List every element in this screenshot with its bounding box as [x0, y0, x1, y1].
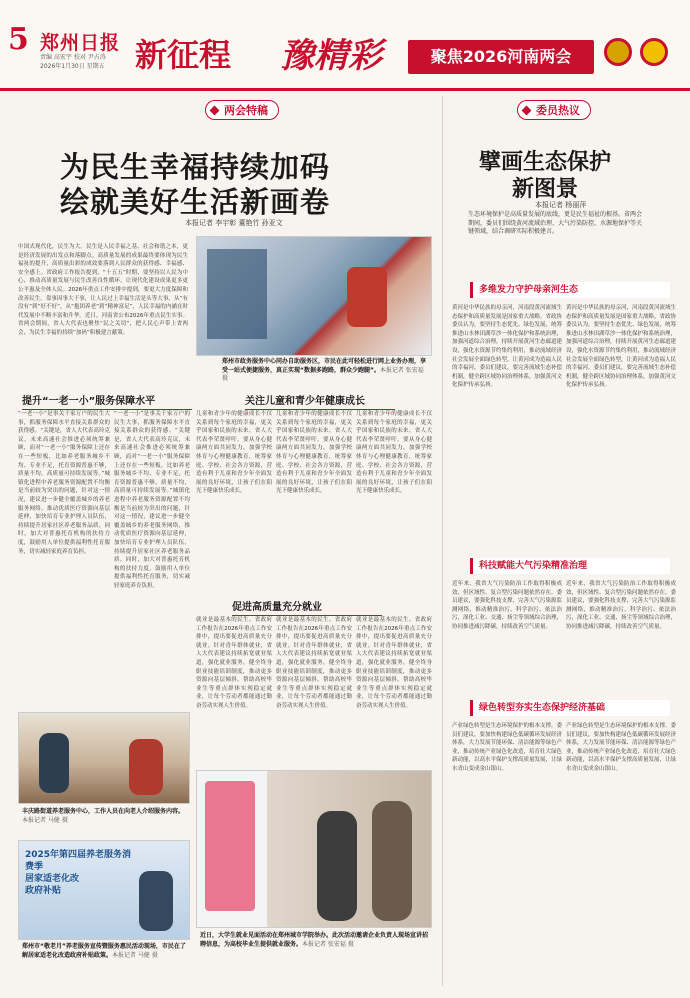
page-number: 5	[8, 22, 29, 57]
photo1-caption-text: 郑州市政务服务中心同办自助服务区，市民在此可轻松进行网上业务办理，享受一站式便捷服务，真正实现“数据多跑路，群众少跑腿”。	[222, 358, 427, 374]
photo4-caption	[200, 932, 430, 949]
aging-retrofit-photo	[18, 840, 190, 940]
section3-text-a: 就业是最基本的民生。省政府工作报告在2026年重点工作安排中，提出要促进高质量充分就业。针对青年群体就业，省人大代表建议持续拓宽就业渠道，强化就业服务，健全终身职业技能培训制度，推动更多资源向基层倾斜，帮助高校毕业生等重点群体实现稳定就业，让每个劳动者都能通过勤奋劳动实现人生价值。	[196, 617, 272, 709]
column-divider	[442, 96, 443, 986]
masthead: 郑州日报	[40, 32, 121, 54]
right-byline: 本报记者 杨丽萍	[535, 201, 587, 209]
section-tag-right: 委员热议	[517, 100, 591, 120]
right-section-yellow-river: 多维发力守护母亲河生态	[470, 282, 670, 298]
service-center-photo	[196, 236, 432, 356]
right-title-line1: 擘画生态保护	[478, 149, 611, 175]
cppcc-emblem-icon	[640, 38, 668, 66]
date-line: 2026年1月30日 星期五	[40, 63, 105, 70]
photo3-caption	[22, 943, 190, 960]
right-section2-text-b: 近年来，我省大气污染防治工作取得积极成效，但区域性、复合型污染问题依然存在。委员建议，要强化科技支撑，完善大气污染源监测网络，推动精准治污、科学治污、依法治污，深化工业、交通、扬尘等领域综合治理，协同推进减污降碳，持续改善空气质量。	[566, 581, 676, 630]
section1-text-b: “一老一小”是事关千家万户的民生大事，抓服务保障水平直接关系群众的获得感。“关键是，省人大代表高玲克议，未来高速社会推进必须统筹兼顾，而对“一老一小”服务保障上还存在一些短板，比如养老服务城乡不均、专业不足，托育资源普惠不够，质量不均，高质量可持续发展等。”城镇化进程中养老服务资源配置不均衡是当前较为突出的问题，针对这一情况，建议进一步健全覆盖城乡的养老服务网络，推动优质医疗资源向基层延伸，加快培育专业护理人员队伍，持续提升居家社区养老服务品质。同时，加大对普惠托育机构的扶持力度，鼓励用人单位提供福利性托育服务，切实减轻家庭养育负担。	[114, 411, 190, 589]
photo3-credit: 本报记者 马健 摄	[112, 951, 158, 959]
slogan-left: 新征程	[135, 36, 232, 74]
section-heading-elderly-child: 提升“一老一小”服务保障水平	[22, 392, 192, 410]
article-title-line1: 为民生幸福持续加码	[60, 150, 331, 184]
focus-banner: 聚焦2026河南两会	[408, 40, 594, 74]
photo2-credit: 本报记者 马健 摄	[22, 816, 68, 824]
right-section-air-pollution: 科技赋能大气污染精准治理	[470, 558, 670, 574]
page-header	[0, 0, 690, 88]
photo1-credit: 本报记者 张宏福 摄	[222, 366, 424, 383]
photo4-credit: 本报记者 张宏福 摄	[302, 940, 354, 948]
section3-text-b: 就业是最基本的民生。省政府工作报告在2026年重点工作安排中，提出要促进高质量充分就业。针对青年群体就业，省人大代表建议持续拓宽就业渠道，强化就业服务，健全终身职业技能培训制度，推动更多资源向基层倾斜，帮助高校毕业生等重点群体实现稳定就业，让每个劳动者都能通过勤奋劳动实现人生价值。	[276, 617, 352, 709]
right-section1-text-a: 黄河是中华民族的母亲河，河南段黄河流域生态保护和高质量发展是国家重大战略。省政协委员认为，要坚持生态优先、绿色发展，统筹推进山水林田湖草沙一体化保护和系统治理，加强河道综合治理，持续开展黄河生态廊道建设，强化水资源节约集约利用，推动流域经济社会发展全面绿色转型，让黄河成为造福人民的幸福河。委员们建议，要完善流域生态补偿机制，健全跨区域协同治理体系，加强黄河文化保护传承弘扬。	[452, 305, 562, 389]
article-title-line2: 绘就美好生活新画卷	[60, 185, 331, 219]
section-tag-left: 两会特稿	[205, 100, 279, 120]
job-fair-photo	[196, 770, 432, 928]
section-heading-employment: 促进高质量充分就业	[232, 598, 382, 616]
national-emblem-icon	[604, 38, 632, 66]
article-byline: 本报记者 李宇彰 董艳竹 孙亚文	[185, 219, 283, 227]
photo3-caption-text: 郑州市“敬老月”养老服务宣传暨服务惠民活动现场，市民在了解居家适老化改造政府补贴政策。	[22, 943, 186, 959]
editor-line: 责编 高宏宇 校对 尹占涛	[40, 54, 106, 61]
photo4-caption-text: 近日，大学生就业见面活动在郑州城市学院举办。此次活动邀请企业负责人现场宣讲招聘信息，为高校毕业生提供就业服务。	[200, 932, 429, 948]
poster-text: 2025年第四届养老服务消费季 居家适老化改 政府补贴	[25, 850, 132, 896]
right-section-green-transition: 绿色转型夯实生态保护经济基础	[470, 700, 670, 716]
header-rule	[0, 88, 690, 91]
right-lead: 生态环境保护是高质量发展的底线，更是民生福祉的根基。省两会期间，委员们围绕黄河流域治理、大气污染防控、水源地保护等关键领域，结合调研实际积极建言。	[468, 211, 643, 236]
slogan-right: 豫精彩	[280, 36, 382, 76]
section2-text-b: 儿童和青少年的健康成长不仅关系到每个家庭的幸福，更关乎国家和民族的未来。省人大代表李荣贤呼吁，要从身心健康两方面共同发力，加强学校体育与心理健康教育，统筹家庭、学校、社会各方资源，营造有利于儿童和青少年全面发展的良好环境，让孩子们在阳光下健康快乐成长。	[276, 411, 352, 495]
section2-text-c: 儿童和青少年的健康成长不仅关系到每个家庭的幸福，更关乎国家和民族的未来。省人大代表李荣贤呼吁，要从身心健康两方面共同发力，加强学校体育与心理健康教育，统筹家庭、学校、社会各方资源，营造有利于儿童和青少年全面发展的良好环境，让孩子们在阳光下健康快乐成长。	[356, 411, 432, 495]
section3-text-c: 就业是最基本的民生。省政府工作报告在2026年重点工作安排中，提出要促进高质量充分就业。针对青年群体就业，省人大代表建议持续拓宽就业渠道，强化就业服务，健全终身职业技能培训制度，推动更多资源向基层倾斜，帮助高校毕业生等重点群体实现稳定就业，让每个劳动者都能通过勤奋劳动实现人生价值。	[356, 617, 432, 709]
photo1-caption	[222, 358, 427, 384]
photo2-caption-text: 丰庆路街道养老服务中心，工作人员在向老人介绍服务内容。	[22, 808, 185, 815]
right-title-line2: 新图景	[511, 176, 578, 202]
section-heading-child-health: 关注儿童和青少年健康成长	[245, 392, 395, 410]
elderly-center-photo	[18, 712, 190, 804]
section2-text-a: 儿童和青少年的健康成长不仅关系到每个家庭的幸福，更关乎国家和民族的未来。省人大代表李荣贤呼吁，要从身心健康两方面共同发力，加强学校体育与心理健康教育，统筹家庭、学校、社会各方资源，营造有利于儿童和青少年全面发展的良好环境，让孩子们在阳光下健康快乐成长。	[196, 411, 272, 495]
right-section3-text-a: 产业绿色转型是生态环境保护的根本支撑。委员们建议，要加快构建绿色低碳循环发展经济体系，大力发展节能环保、清洁能源等绿色产业，推动传统产业绿色化改造，培育壮大绿色新动能，以高水平保护支撑高质量发展，让绿水青山变成金山银山。	[452, 723, 562, 772]
section1-text-a: “一老一小”是事关千家万户的民生大事，抓服务保障水平直接关系群众的获得感。“关键是，省人大代表高玲克议，未来高速社会推进必须统筹兼顾，而对“一老一小”服务保障上还存在一些短板，比如养老服务城乡不均、专业不足，托育资源普惠不够，质量不均，高质量可持续发展等。”城镇化进程中养老服务资源配置不均衡是当前较为突出的问题，针对这一情况，建议进一步健全覆盖城乡的养老服务网络，推动优质医疗资源向基层延伸，加快培育专业护理人员队伍，持续提升居家社区养老服务品质。同时，加大对普惠托育机构的扶持力度，鼓励用人单位提供福利性托育服务，切实减轻家庭养育负担。	[18, 411, 110, 555]
photo2-caption	[22, 808, 190, 825]
right-section3-text-b: 产业绿色转型是生态环境保护的根本支撑。委员们建议，要加快构建绿色低碳循环发展经济体系，大力发展节能环保、清洁能源等绿色产业，推动传统产业绿色化改造，培育壮大绿色新动能，以高水平保护支撑高质量发展，让绿水青山变成金山银山。	[566, 723, 676, 772]
right-section1-text-b: 黄河是中华民族的母亲河，河南段黄河流域生态保护和高质量发展是国家重大战略。省政协委员认为，要坚持生态优先、绿色发展，统筹推进山水林田湖草沙一体化保护和系统治理，加强河道综合治理，持续开展黄河生态廊道建设，强化水资源节约集约利用，推动流域经济社会发展全面绿色转型，让黄河成为造福人民的幸福河。委员们建议，要完善流域生态补偿机制，健全跨区域协同治理体系，加强黄河文化保护传承弘扬。	[566, 305, 676, 389]
right-section2-text-a: 近年来，我省大气污染防治工作取得积极成效，但区域性、复合型污染问题依然存在。委员建议，要强化科技支撑，完善大气污染源监测网络，推动精准治污、科学治污、依法治污，深化工业、交通、扬尘等领域综合治理，协同推进减污降碳，持续改善空气质量。	[452, 581, 562, 630]
article-intro: 中国式现代化，民生为大。民生是人民幸福之基、社会和谐之本，更是经济发展的出发点和落脚点。高质量发展的成果最终要体现为民生福祉的提升，高质量出彩的成效要落到人民群众的获得感、幸福感、安全感上。省政府工作报告提到，“十五五”时期，要坚持以人民为中心，推动高质量发展与民生改善良性循环，让现代化建设成果更多更公平惠及全体人民。2026年重点工作安排中提到，要更大力度保障和改善民生。靠事因事大于事，让人民过上幸福生活是头等大事。从“有没有”到“好不好”，从“抱团养老”到“精神富足”，人民幸福的内涵在时代发展中不断丰富和升华。近日，河南省公布2026年重点民生实事。省两会期间，省人大代表也聚焦“民之关切”，把人民心声带上省两会，为民生幸福的持续“加码”积极建言献策。	[18, 244, 188, 336]
